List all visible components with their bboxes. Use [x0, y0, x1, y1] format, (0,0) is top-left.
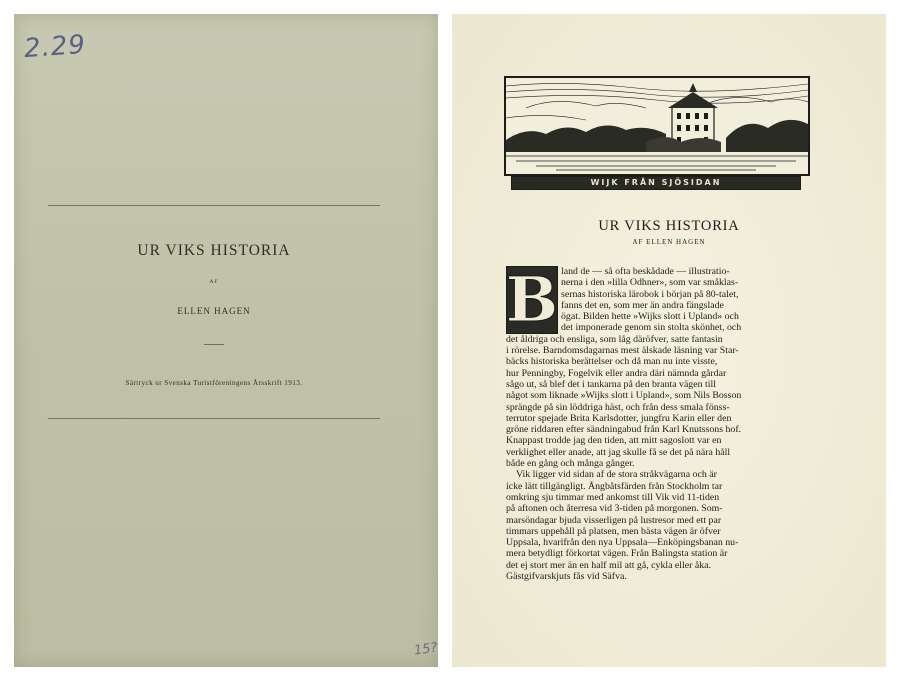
text-line: Knappast trodde jag den tiden, att mitt sagoslott var en — [506, 435, 722, 447]
text-line: på aftonen och återresa vid 3-tiden på morgonen. Som- — [506, 503, 723, 515]
text-line: terrutor spejade Brita Karlsdotter, jungfru Karin eller den — [506, 412, 732, 424]
text-line: gröne riddaren efter sändningabud från Karl Knutssons hof. — [506, 424, 742, 436]
top-rule — [48, 205, 380, 206]
text-line: ögat. Bilden hette »Wijks slott i Upland» och — [561, 311, 739, 323]
article-page — [452, 14, 886, 667]
cover-byline-af: AF — [209, 279, 219, 285]
text-line: sernas historiska lärobok i början på 80-talet, — [561, 288, 739, 300]
text-line: icke lätt tillgängligt. Ångbåtsfärden från Stockholm tar — [506, 480, 723, 492]
cover-page — [14, 14, 438, 667]
article-byline: AF ELLEN HAGEN — [632, 238, 706, 246]
text-line: Uppsala, hvarifrån den nya Uppsala—Enköpingsbanan nu- — [506, 537, 739, 549]
text-line: verklighet eller anade, att jag skulle få se det på nära håll — [506, 446, 731, 458]
article-title: UR VIKS HISTORIA — [598, 218, 740, 234]
text-line: Vik ligger vid sidan af de stora stråkvägarna och är — [516, 469, 717, 481]
text-line: Gästgifvarskjuts fås vid Säfva. — [506, 571, 627, 583]
text-line: något som liknade »Wijks slott i Upland», som Nils Bosson — [506, 390, 742, 402]
text-line: land de — så ofta beskådade — illustratio- — [561, 266, 730, 277]
text-line: i rörelse. Barndomsdagarnas mest älskade läsning var Star- — [506, 345, 739, 357]
text-line: sprängde på sin löddriga häst, och från dess smala fönss- — [506, 401, 730, 413]
text-line: timmars uppehåll på platsen, men bästa vägen är öfver — [506, 525, 721, 537]
bottom-rule — [48, 418, 380, 419]
reprint-note: Särtryck ur Svenska Turistföreningens Årsskrift 1913. — [125, 379, 303, 387]
text-line: det åldriga och ensliga, som låg däröfver, satte fantasin — [506, 333, 723, 345]
handwritten-corner-note: 15? — [413, 640, 439, 659]
illustration-caption: WIJK FRÅN SJÖSIDAN — [511, 176, 801, 190]
text-line: bäcks historiska berättelser och då man nu inte visste, — [506, 356, 718, 368]
text-line: marsöndagar bjuda visserligen på lustresor med ett par — [506, 514, 722, 526]
text-line: både en gång och många gånger. — [506, 458, 635, 470]
castle-illustration — [504, 76, 810, 176]
cover-title: UR VIKS HISTORIA — [137, 242, 291, 259]
text-line: det imponerade genom sin stolta skönhet, och — [561, 322, 742, 334]
text-line: omkring sju timmar med ankomst till Vik vid 11-tiden — [506, 491, 720, 503]
short-rule — [204, 344, 224, 345]
text-line: nerna i den »lilla Odhner», som var småklas- — [561, 277, 739, 289]
article-body — [505, 263, 809, 583]
cover-author: ELLEN HAGEN — [177, 306, 251, 316]
castle-engraving-icon — [506, 78, 808, 174]
text-line: sågo ut, så blef det i tankarna på den branta vägen till — [506, 378, 716, 390]
drop-cap-letter: B — [505, 263, 559, 336]
handwritten-number: 2.29 — [23, 29, 87, 65]
text-line: fanns det en, som mer än andra fängslade — [561, 299, 724, 311]
text-line: det ej stort mer än en half mil att gå, cykla eller åka. — [506, 559, 711, 571]
text-line: mera betydligt förkortat vägen. Från Balingsta station är — [506, 548, 728, 560]
text-line: hur Penningby, Fogelvik eller andra däri nämnda gårdar — [506, 367, 727, 379]
